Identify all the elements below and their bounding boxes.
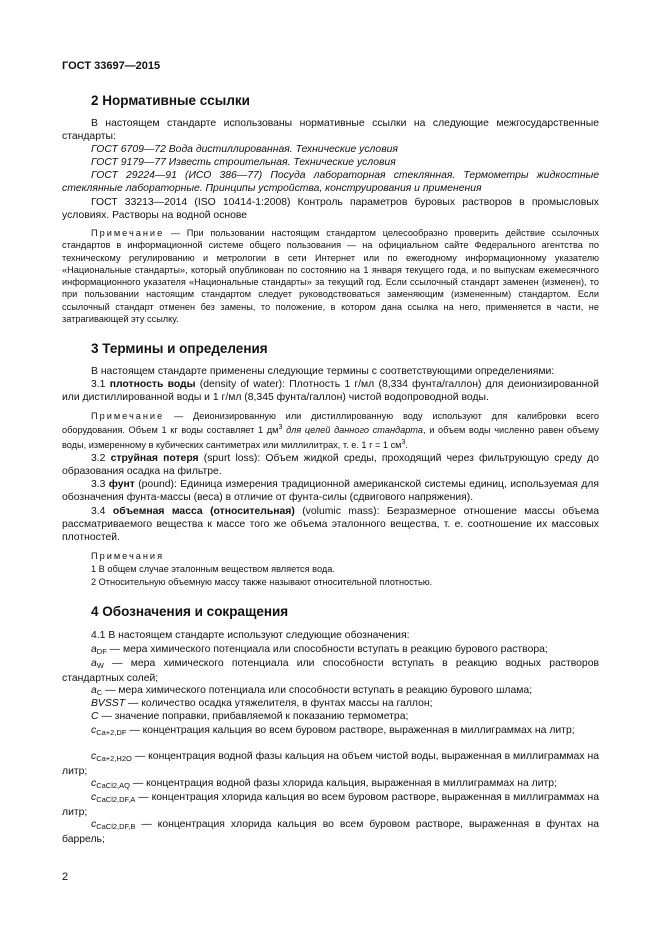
note-text: — Деионизированную или дистиллированную воду используют для калибровки всего оборудования. Объем 1 кг воды составляет 1 дм [62, 411, 599, 436]
symbol-description: — концентрация кальция во всем буровом растворе, выраженная в миллиграммах на литр; [126, 725, 575, 736]
section-2-title: 2 Нормативные ссылки [91, 93, 250, 108]
note-text: — При пользовании настоящим стандартом целесообразно проверить действие ссылочных стандартов в информационной системе общего пользования — на официальном сайте Федерального агентства по техническому регулированию и метрологии в сети Интернет или по ежегодному информационному указателю «Национальные стандарты», который опубликован по состоянию на 1 января текущего года, и по выпускам ежемесячного информационного указателя «Национальные стандарты» за текущий год. Если ссылочный стандарт заменен (изменен), то при пользовании настоящим стандартом следует руководствоваться заменяющим (измененным) стандартом. Если ссылочный стандарт отменен без замены, то положение, в котором дана ссылка на него, применяется в части, не затрагивающей эту ссылку. [62, 228, 599, 325]
subscript: CaCl2,AQ [96, 781, 130, 790]
symbol-item [62, 657, 599, 685]
symbol: C [91, 711, 99, 722]
term-name: струйная потеря [110, 453, 199, 464]
page-number: 2 [62, 871, 69, 883]
symbol: c [91, 751, 97, 762]
term-name: фунт [108, 479, 135, 490]
term-number: 3.4 [91, 506, 113, 517]
symbol: BVSST [91, 698, 126, 709]
term-definition: (pound): Единица измерения традиционной американской системы единиц, используемая для обозначения фунта-массы (веса) в отличие от фунта-силы (сдвигового напряжения). [62, 479, 599, 504]
symbol: a [91, 644, 97, 655]
term-3-3 [62, 478, 599, 504]
symbol: c [91, 792, 97, 803]
reference-1: ГОСТ 6709—72 Вода дистиллированная. Технические условия [91, 144, 398, 155]
standard-header: ГОСТ 33697—2015 [62, 60, 161, 72]
symbol-item [62, 777, 599, 792]
term-number: 3.3 [91, 479, 109, 490]
term-3-4 [62, 505, 599, 545]
symbol-item [62, 724, 599, 739]
symbol-description: — значение поправки, прибавляемой к показанию термометра; [98, 711, 409, 722]
note-label: Примечание [91, 228, 165, 238]
symbol-description: — мера химического потенциала или способности вступать в реакцию водных растворов стандартных солей; [62, 658, 599, 685]
note-label: Примечание [91, 411, 165, 421]
term-3-1 [62, 378, 599, 404]
term-3-1-note [62, 410, 599, 451]
note-text: . [405, 439, 408, 450]
section-2-intro: В настоящем стандарте использованы нормативные ссылки на следующие межгосударственные стандарты: [62, 118, 599, 143]
subscript: Ca+2,H2O [96, 754, 132, 763]
subscript: CaCl2,DF,B [96, 822, 136, 831]
symbol: c [91, 725, 97, 736]
subscript: W [96, 661, 104, 670]
term-number: 3.2 [91, 453, 111, 464]
symbol: a [91, 685, 97, 696]
symbol-item [62, 818, 599, 846]
section-3-intro: В настоящем стандарте применены следующие термины с соответствующими определениями: [91, 366, 555, 377]
reference-4: ГОСТ 33213—2014 (ISO 10414-1:2008) Контроль параметров буровых растворов в промысловых условиях. Растворы на водной основе [62, 197, 599, 222]
term-name: объемная масса (относительная) [112, 506, 295, 517]
subscript: C [96, 688, 103, 697]
note-text: , и объем воды численно равен объему воды, измеренному в кубических сантиметрах или миллилитрах, т. е. 1 г = 1 см [62, 425, 599, 450]
term-3-2 [62, 452, 599, 478]
reference-3: ГОСТ 29224—91 (ИСО 386—77) Посуда лабораторная стеклянная. Термометры жидкостные стеклянные лабораторные. Принципы устройства, конструирования и применения [62, 170, 599, 195]
symbol-description: — концентрация водной фазы хлорида кальция, выраженная в миллиграммах на литр; [129, 778, 557, 789]
symbol: a [91, 658, 97, 669]
section-4-title: 4 Обозначения и сокращения [91, 604, 289, 619]
symbol-description: — концентрация хлорида кальция во всем буровом растворе, выраженная в миллиграммах на литр; [62, 792, 599, 819]
superscript: 3 [278, 424, 283, 432]
term-number: 3.1 [91, 379, 110, 390]
symbol-description: — мера химического потенциала или способности вступать в реакцию бурового раствора; [106, 644, 548, 655]
term-definition: (volumic mass): Безразмерное отношение массы объема рассматриваемого вещества к массе того же объема эталонного вещества, т. е. соотношение их массовых плотностей. [62, 506, 599, 544]
term-3-4-note-1: 1 В общем случае эталонным веществом является вода. [91, 564, 335, 574]
note-italic: для целей данного стандарта [282, 425, 423, 436]
symbol: c [91, 819, 97, 830]
symbol-description: — концентрация водной фазы кальция на объем чистой воды, выраженная в миллиграммах на литр; [62, 751, 599, 778]
symbol-description: — концентрация хлорида кальция во всем буровом растворе, выраженная в фунтах на баррель; [62, 819, 599, 846]
term-3-4-note-2: 2 Относительную объемную массу также называют относительной плотностью. [91, 577, 433, 587]
subscript: Ca+2,DF [96, 728, 127, 737]
section-3-title: 3 Термины и определения [91, 341, 268, 356]
term-definition: (spurt loss): Объем жидкой среды, проходящий через фильтрующую среду до образования осадка на фильтре. [62, 453, 599, 478]
section-2-note [62, 227, 599, 325]
superscript: 3 [401, 438, 406, 446]
section-4-intro: 4.1 В настоящем стандарте используют следующие обозначения: [91, 630, 410, 641]
symbol-item [62, 750, 599, 778]
symbol-item [62, 643, 599, 658]
symbol: c [91, 778, 97, 789]
subscript: DF [96, 647, 107, 656]
reference-2: ГОСТ 9179—77 Известь строительная. Технические условия [91, 157, 396, 168]
symbol-item [62, 710, 599, 725]
symbol-description: — количество осадка утяжелителя, в фунтах массы на галлон; [125, 698, 433, 709]
subscript: CaCl2,DF,A [96, 795, 136, 804]
symbol-item [62, 791, 599, 819]
symbol-description: — мера химического потенциала или способности вступать в реакцию бурового шлама; [102, 685, 533, 696]
term-definition: (density of water): Плотность 1 г/мл (8,334 фунта/галлон) для деионизированной или дистиллированной воды и 1 г/мл (8,345 фунта/галлон) чистой водопроводной воды. [62, 379, 599, 404]
term-name: плотность воды [109, 379, 196, 390]
term-3-4-notes-label: Примечания [91, 551, 165, 561]
